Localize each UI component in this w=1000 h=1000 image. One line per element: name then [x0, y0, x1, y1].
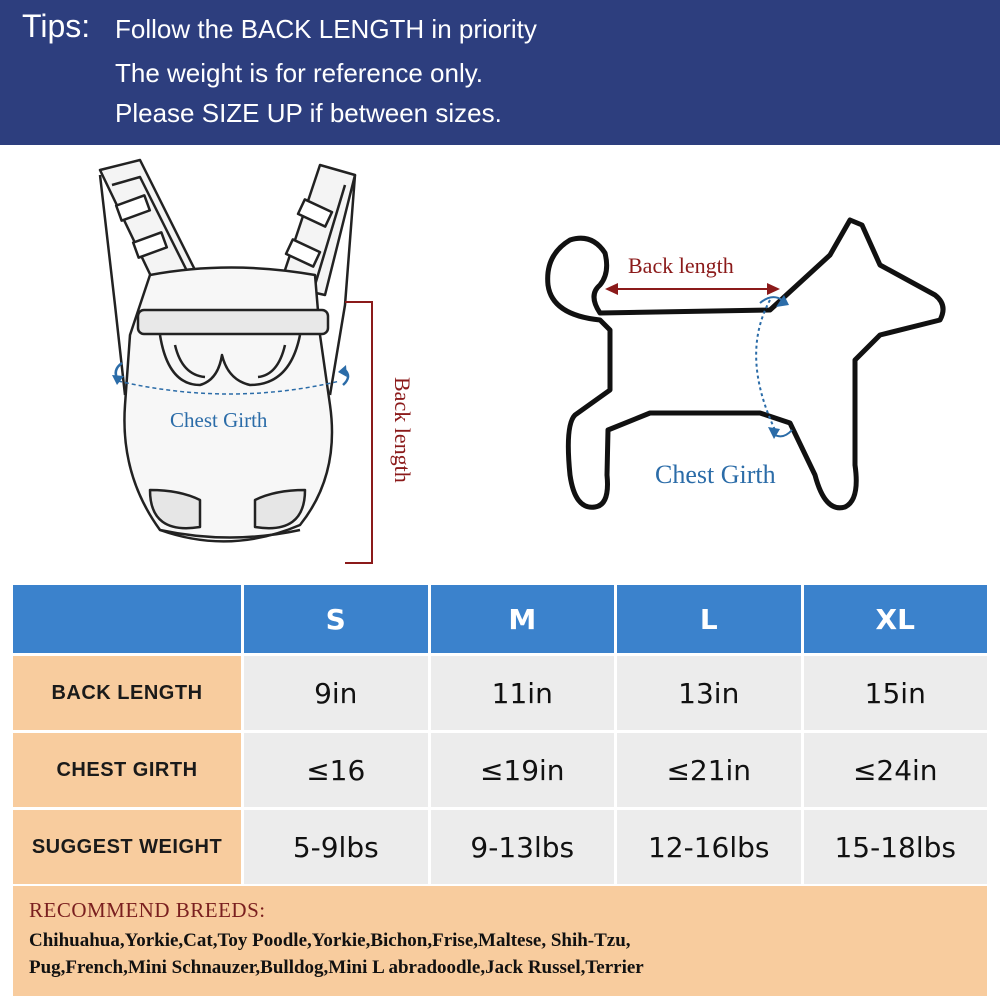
table-cell: ≤24in: [804, 733, 988, 807]
table-cell: ≤21in: [617, 733, 801, 807]
dog-back-length-label: Back length: [628, 253, 734, 278]
table-header-corner: [13, 585, 241, 653]
breeds-line-1: Chihuahua,Yorkie,Cat,Toy Poodle,Yorkie,Bichon,Frise,Maltese, Shih-Tzu,: [29, 930, 631, 951]
illustration-svg: [0, 145, 1000, 575]
size-header-s: S: [244, 585, 428, 653]
breeds-title: RECOMMEND BREEDS:: [29, 898, 266, 922]
tip-line-1: Follow the BACK LENGTH in priority: [115, 14, 537, 44]
pet-carrier-illustration: [100, 160, 355, 541]
dog-chest-girth-label: Chest Girth: [655, 460, 776, 489]
table-cell: 12-16lbs: [617, 810, 801, 884]
table-cell: 9-13lbs: [431, 810, 615, 884]
table-cell: ≤19in: [431, 733, 615, 807]
table-cell: 15in: [804, 656, 988, 730]
table-row: [13, 810, 987, 884]
size-header-xl: XL: [804, 585, 988, 653]
table-cell: 5-9lbs: [244, 810, 428, 884]
tips-label: Tips:: [22, 8, 91, 44]
row-label-back-length: BACK LENGTH: [13, 656, 241, 730]
breeds-line-2: Pug,French,Mini Schnauzer,Bulldog,Mini L abradoodle,Jack Russel,Terrier: [29, 957, 644, 978]
table-row: [13, 656, 987, 730]
table-cell: 15-18lbs: [804, 810, 988, 884]
size-chart-table: [10, 582, 990, 887]
size-header-l: L: [617, 585, 801, 653]
recommended-breeds-box: [13, 886, 987, 996]
measurement-illustrations: [0, 145, 1000, 575]
table-cell: 13in: [617, 656, 801, 730]
table-header-row: [13, 585, 987, 653]
table-cell: ≤16: [244, 733, 428, 807]
row-label-suggest-weight: SUGGEST WEIGHT: [13, 810, 241, 884]
tip-line-2: The weight is for reference only.: [115, 58, 484, 88]
carrier-chest-girth-label: Chest Girth: [170, 408, 268, 432]
carrier-back-length-bracket: [345, 302, 372, 563]
carrier-back-length-label: Back length: [390, 377, 415, 483]
tips-banner: [0, 0, 1000, 145]
size-header-m: M: [431, 585, 615, 653]
table-cell: 9in: [244, 656, 428, 730]
tip-line-3: Please SIZE UP if between sizes.: [115, 98, 502, 128]
table-row: [13, 733, 987, 807]
row-label-chest-girth: CHEST GIRTH: [13, 733, 241, 807]
table-cell: 11in: [431, 656, 615, 730]
dog-back-length-arrow: [605, 283, 780, 295]
